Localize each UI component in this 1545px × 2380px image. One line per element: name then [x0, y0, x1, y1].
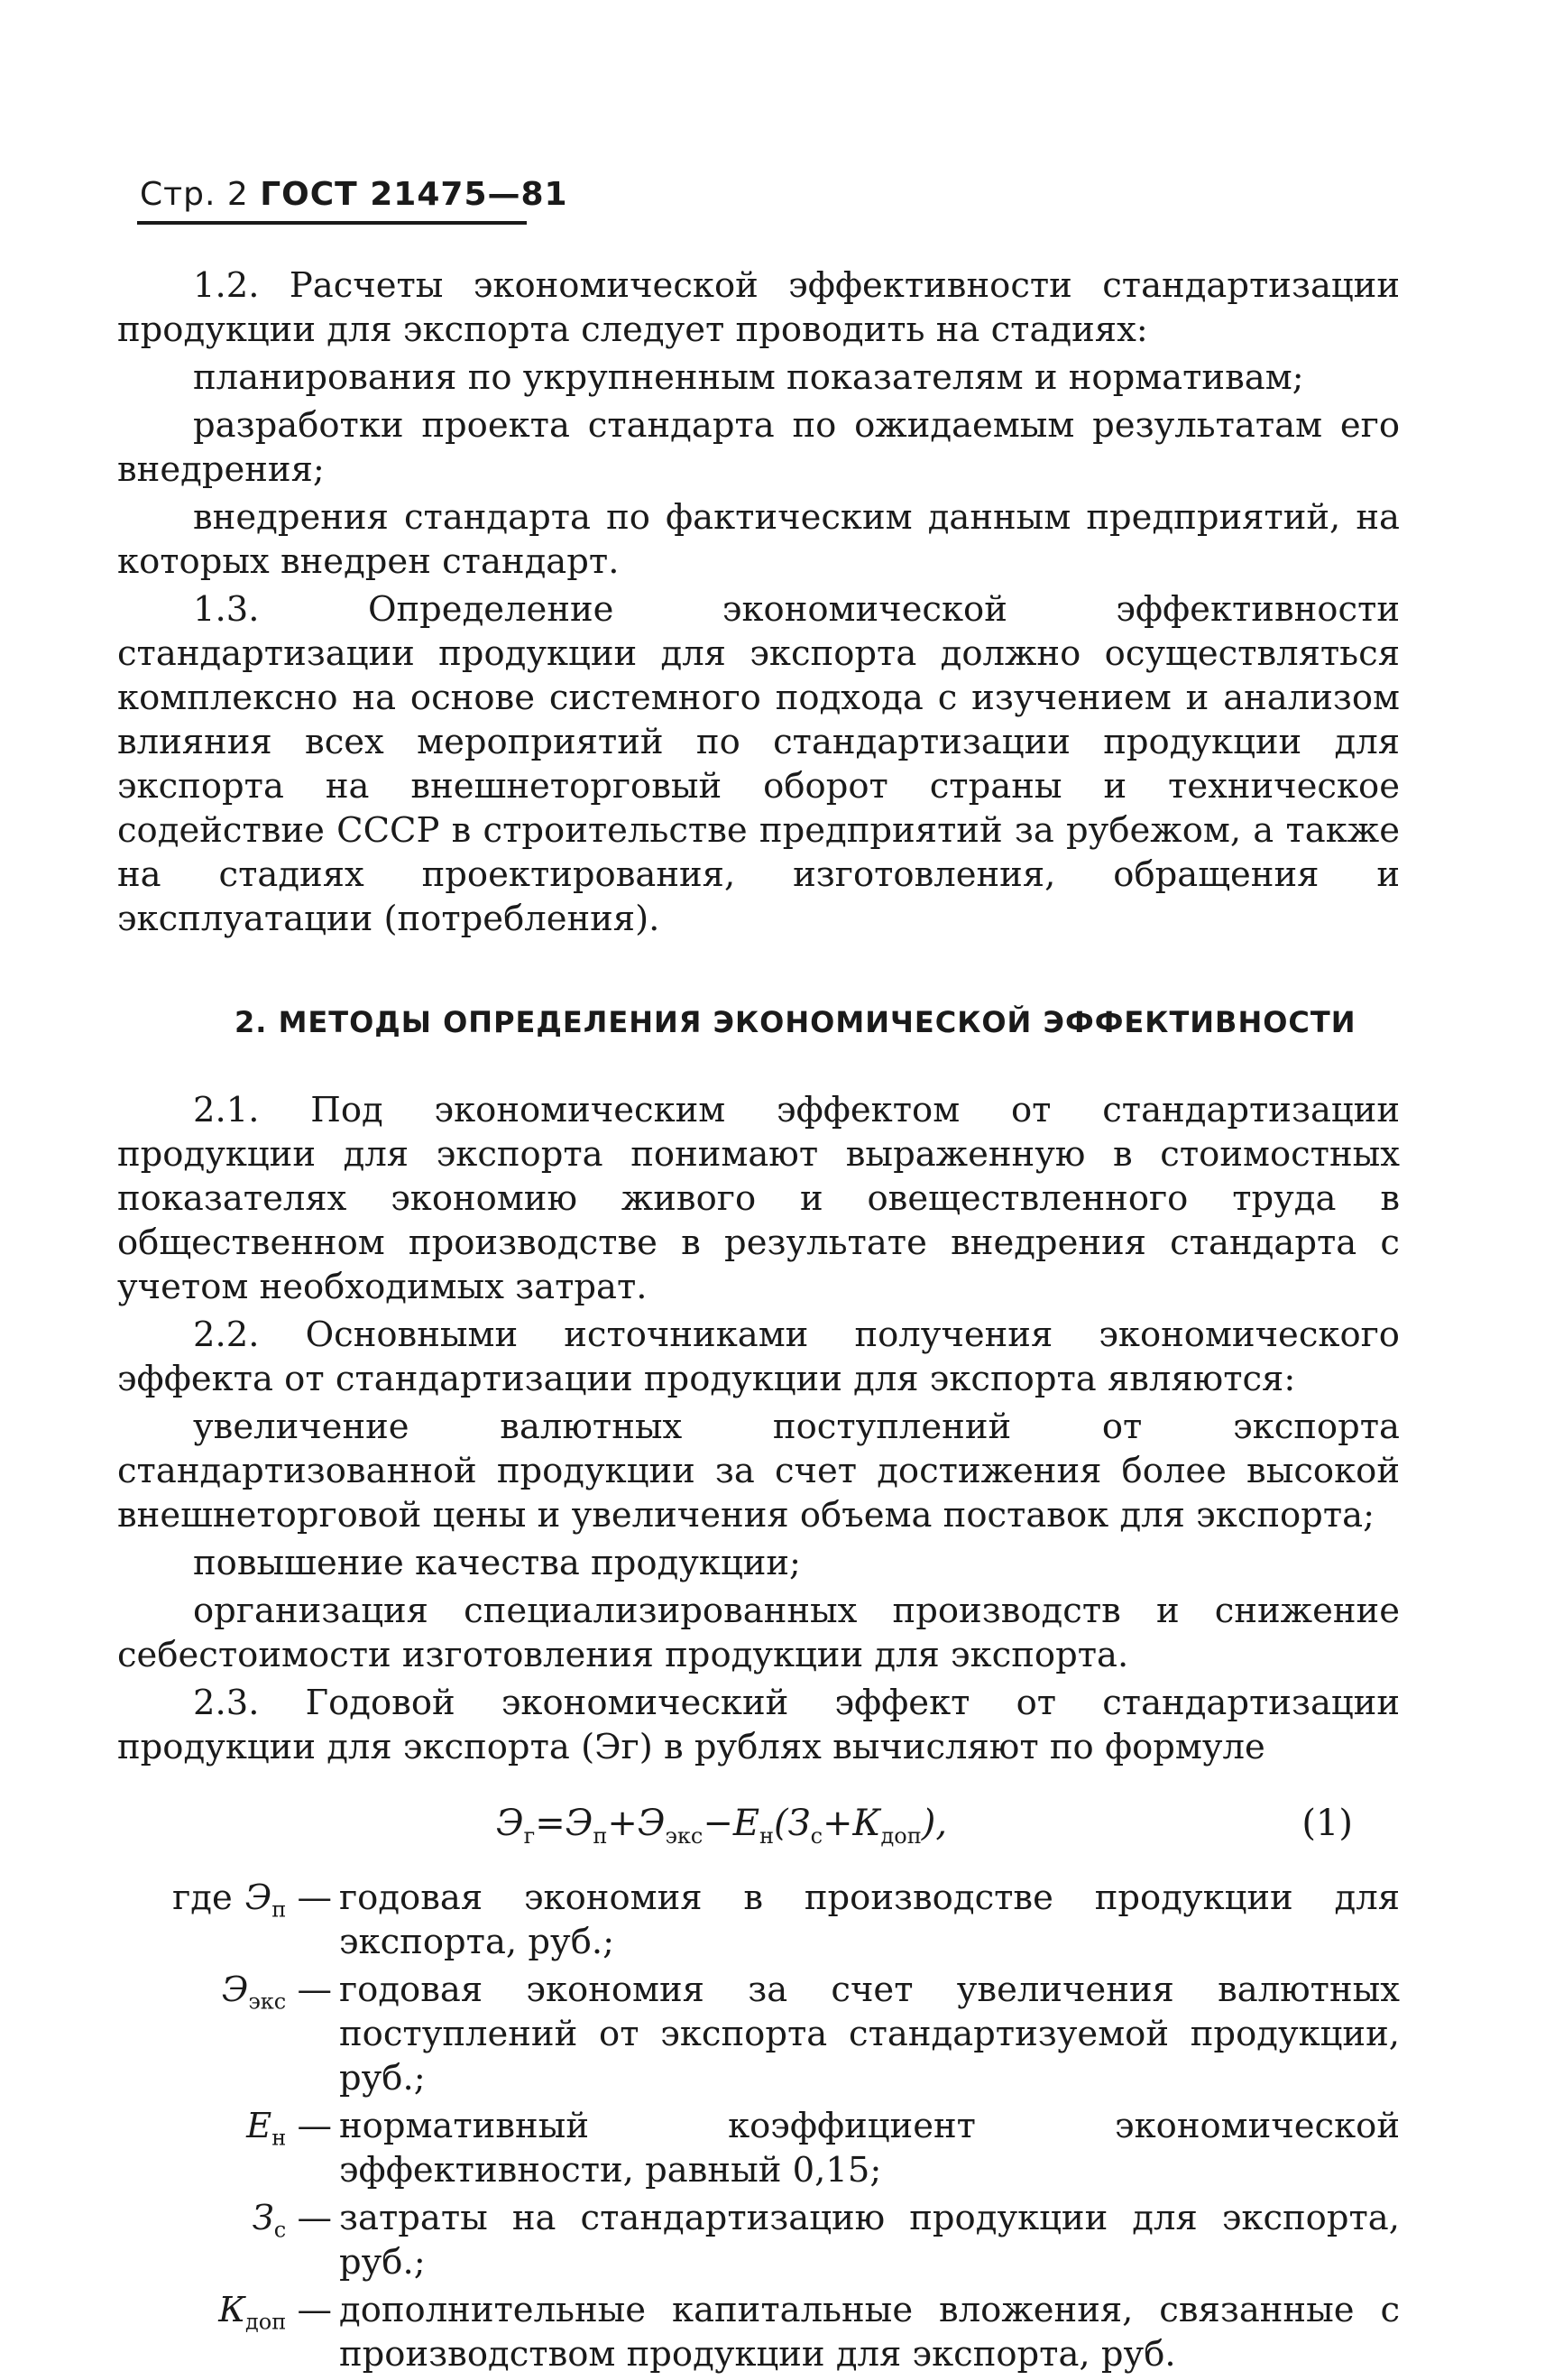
paragraph-1-2: 1.2. Расчеты экономической эффективности стандартизации продукции для экспорта следует проводить на стадиях: — [117, 265, 1400, 350]
stage-implementation: внедрения стандарта по фактическим данным предприятий, на которых внедрен стандарт. — [117, 497, 1400, 582]
paragraph-2-2: 2.2. Основными источниками получения экономического эффекта от стандартизации продукции для экспорта являются: — [117, 1315, 1400, 1399]
formula-number: (1) — [1301, 1803, 1353, 1844]
paragraph-2-3: 2.3. Годовой экономический эффект от стандартизации продукции для экспорта (Эг) в рублях вычисляют по формуле — [117, 1683, 1400, 1767]
definition-item: $Э_{экс}$ — годовая экономия за счет увеличения валютных поступлений от экспорта стандартизуемой продукции, руб.; — [221, 1969, 1400, 2099]
symbol: $Э_п$ — [244, 1877, 287, 1923]
standard-code: ГОСТ 21475—81 — [260, 176, 568, 213]
definition-text: годовая экономия за счет увеличения валютных поступлений от экспорта стандартизуемой продукции, руб.; — [339, 1969, 1400, 2099]
definition-text: дополнительные капитальные вложения, связанные с производством продукции для экспорта, руб. — [339, 2290, 1400, 2375]
page-header — [140, 176, 568, 213]
paragraph-2-1: 2.1. Под экономическим эффектом от стандартизации продукции для экспорта понимают выраженную в стоимостных показателях экономию живого и овеществленного труда в общественном производстве в результате внедрения стандарта с учетом необходимых затрат. — [117, 1090, 1400, 1307]
definition-text: затраты на стандартизацию продукции для экспорта, руб.; — [339, 2198, 1400, 2283]
symbol: $З_с$ — [252, 2198, 287, 2243]
formula-1 — [117, 1791, 1400, 1859]
paragraph-1-3: 1.3. Определение экономической эффективности стандартизации продукции для экспорта должно осуществляться комплексно на основе системного подхода с изучением и анализом влияния всех мероприятий по стандартизации продукции для экспорта на внешнеторговый оборот страны и техническое содействие СССР в строительстве предприятий за рубежом, а также на стадиях проектирования, изготовления, обращения и эксплуатации (потребления). — [117, 589, 1400, 939]
formula-expression: $Э_г=Э_п+Э_{экс}-Е_н(З_с+К_{доп})$, — [496, 1803, 948, 1849]
stage-development: разработки проекта стандарта по ожидаемым результатам его внедрения; — [117, 405, 1400, 490]
header-divider — [137, 221, 527, 225]
definition-item: $К_{доп}$ — дополнительные капитальные вложения, связанные с производством продукции для экспорта, руб. — [218, 2290, 1400, 2375]
symbol: $К_{доп}$ — [218, 2290, 287, 2335]
definition-item: $Е_н$ — нормативный коэффициент экономической эффективности, равный 0,15; — [246, 2106, 1400, 2191]
definitions-list — [117, 1876, 1400, 2376]
stage-planning: планирования по укрупненным показателям и нормативам; — [193, 357, 1304, 398]
definition-text: нормативный коэффициент экономической эффективности, равный 0,15; — [339, 2106, 1400, 2191]
source-specialization: организация специализированных производств и снижение себестоимости изготовления продукции для экспорта. — [117, 1591, 1400, 1675]
where-label: где — [172, 1877, 233, 1918]
section-title: 2. МЕТОДЫ ОПРЕДЕЛЕНИЯ ЭКОНОМИЧЕСКОЙ ЭФФЕКТИВНОСТИ — [235, 1005, 1356, 1039]
page-number: Стр. 2 — [140, 176, 249, 213]
definition-item: $З_с$ — затраты на стандартизацию продукции для экспорта, руб.; — [252, 2198, 1400, 2283]
document-body — [117, 263, 1400, 2380]
source-currency: увеличение валютных поступлений от экспорта стандартизованной продукции за счет достижения более высокой внешнеторговой цены и увеличения объема поставок для экспорта; — [117, 1407, 1400, 1536]
definition-text: годовая экономия в производстве продукции для экспорта, руб.; — [339, 1877, 1400, 1962]
source-quality: повышение качества продукции; — [193, 1543, 802, 1583]
symbol: $Э_{экс}$ — [221, 1969, 287, 2015]
symbol: $Е_н$ — [246, 2106, 287, 2151]
definition-item: где $Э_п$ — годовая экономия в производстве продукции для экспорта, руб.; — [172, 1877, 1400, 1962]
